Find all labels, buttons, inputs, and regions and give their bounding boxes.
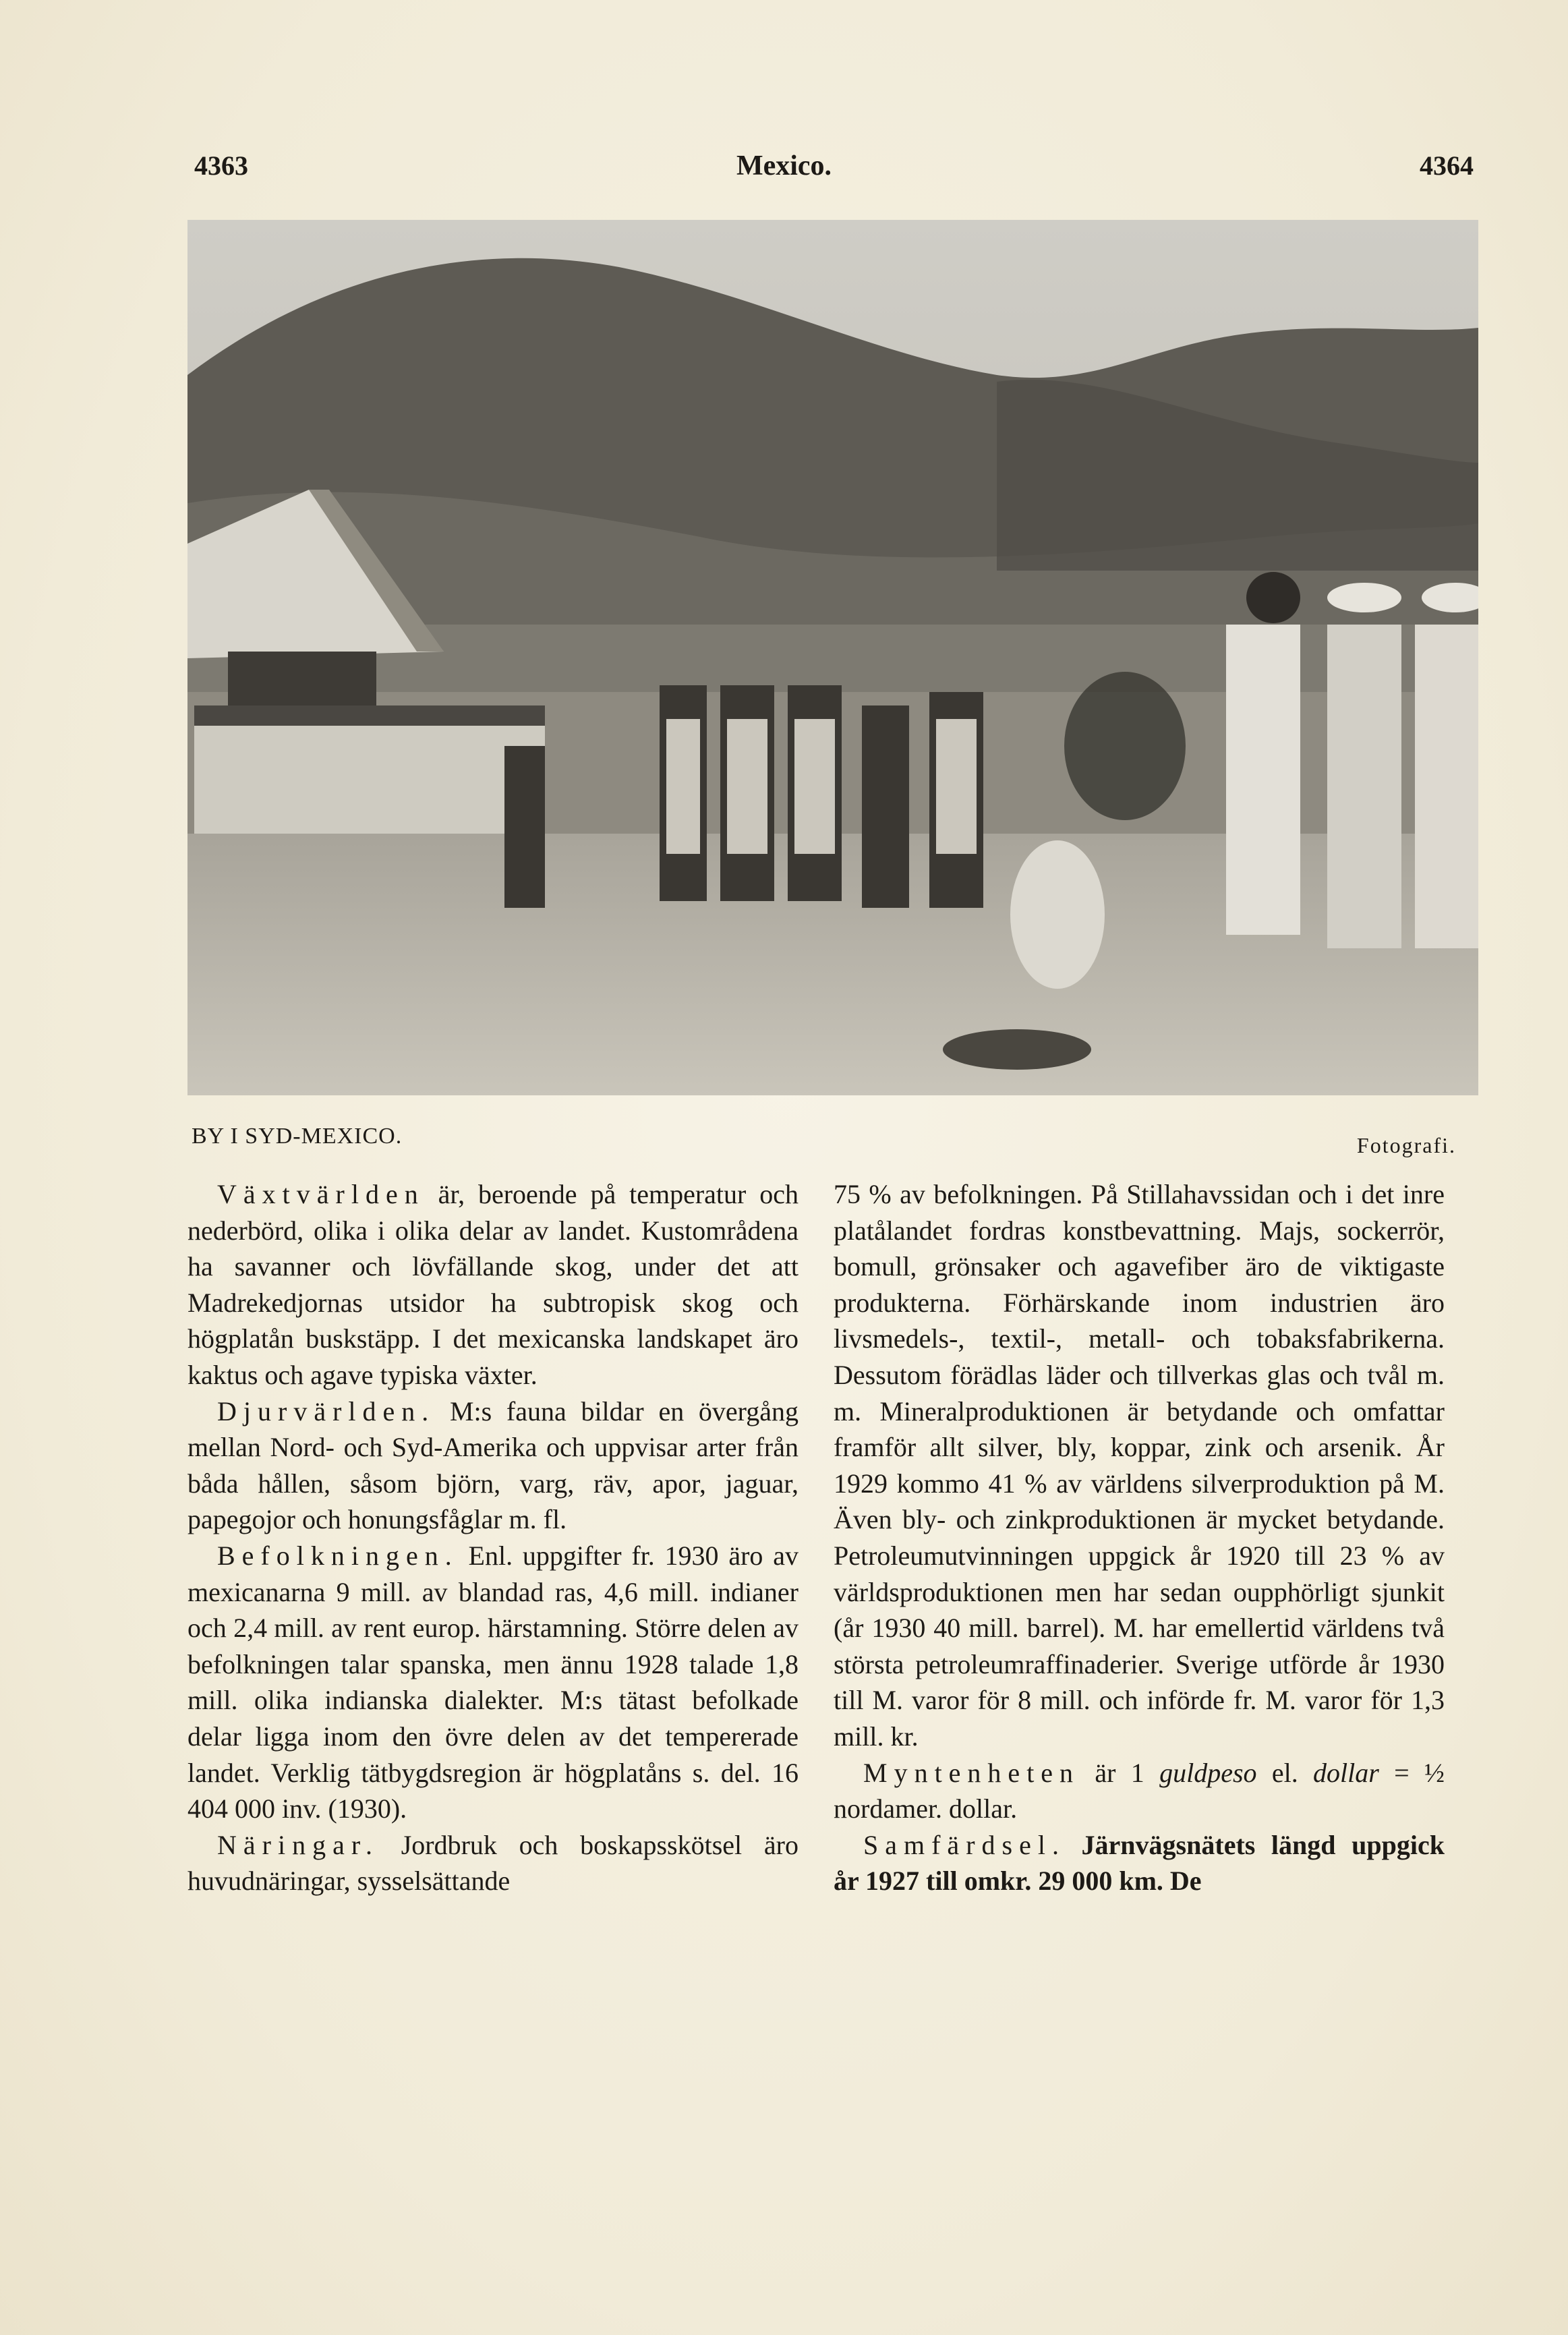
paragraph-text: Enl. uppgifter fr. 1930 äro av mexicanarna 9 mill. av blandad ras, 4,6 mill. indianer och 2,4 mill. av rent europ. härstamning. Större delen av befolkningen talar spanska, men ännu 1928 talade 1,8 mill. olika indianska dialekter. M:s tätast befolkade delar ligga inom den övre delen av det tempererade landet. Verklig tätbygdsregion är högplatåns s. del. 16 404 000 inv. (1930). [187,1540,798,1824]
section-heading-population: Befolkningen. [217,1540,459,1571]
currency-term: guldpeso [1159,1757,1257,1788]
paragraph-currency [834,1755,1445,1827]
paragraph-text: M:s fauna bildar en övergång mellan Nord- och Syd-Amerika och uppvisar arter från båda hållen, såsom björn, varg, räv, apor, jaguar, papegojor och honungsfåglar m. fl. [187,1395,798,1535]
paragraph-text: är, beroende på temperatur och nederbörd, olika i olika delar av landet. Kustområdena ha savanner och lövfällande skog, under det att Madrekedjornas utsidor ha subtropisk skog och högplatån buskstäpp. I det mexicanska landskapet äro kaktus och agave typiska växter. [187,1179,798,1390]
section-heading-fauna: Djurvärlden. [217,1395,436,1426]
text-column-left [187,1176,798,1899]
paragraph-text: Jordbruk och boskapsskötsel äro huvudnäringar, sysselsättande [187,1829,798,1897]
text-column-right [834,1176,1445,1899]
section-heading-flora: Växtvärlden [217,1179,425,1209]
paragraph-flora [187,1176,798,1393]
section-heading-transport: Samfärdsel. [863,1829,1066,1860]
paragraph-population [187,1538,798,1827]
paragraph-transport [834,1827,1445,1899]
running-title: Mexico. [736,150,832,181]
paragraph-text: = ½ nordamer. dollar. [834,1757,1445,1824]
paragraph-text: är 1 [1080,1757,1160,1788]
paragraph-industries-continued: 75 % av befolkningen. På Stillahavssidan och i det inre platålandet fordras konstbevattning. Majs, sockerrör, bomull, grönsaker och agavefiber äro de viktigaste produkterna. Förhärskande inom industrien äro livsmedels-, textil-, metall- och tobaksfabrikerna. Dessutom förädlas läder och tillverkas glas och tvål m. m. Mineralproduktionen är betydande och omfattar framför allt silver, bly, koppar, zink och arsenik. År 1929 kommo 41 % av världens silverproduktion på M. Även bly- och zinkproduktionen är mycket betydande. Petroleumutvinningen uppgick år 1920 till 23 % av världsproduktionen men har sedan oupphörligt sjunkit (år 1930 40 mill. barrel). M. har emellertid världens två största petroleumraffinaderier. Sverige utförde år 1930 till M. varor för 8 mill. och införde fr. M. varor för 1,3 mill. kr. [834,1179,1445,1752]
paragraph-text: Järnvägsnätets längd uppgick år 1927 till omkr. 29 000 km. De [834,1829,1445,1897]
photo-credit: Fotografi. [1356,1133,1456,1157]
paragraph-industries [187,1827,798,1899]
section-heading-industries: Näringar. [217,1829,379,1860]
paragraph-text: el. [1256,1757,1314,1788]
page-number-right: 4364 [1420,150,1474,181]
currency-term: dollar [1313,1757,1379,1788]
village-photograph [187,220,1478,1095]
photo-caption: BY I SYD-MEXICO. [192,1124,403,1149]
paragraph-fauna [187,1393,798,1538]
section-heading-currency: Myntenheten [863,1757,1080,1788]
page-number-left: 4363 [194,150,248,181]
